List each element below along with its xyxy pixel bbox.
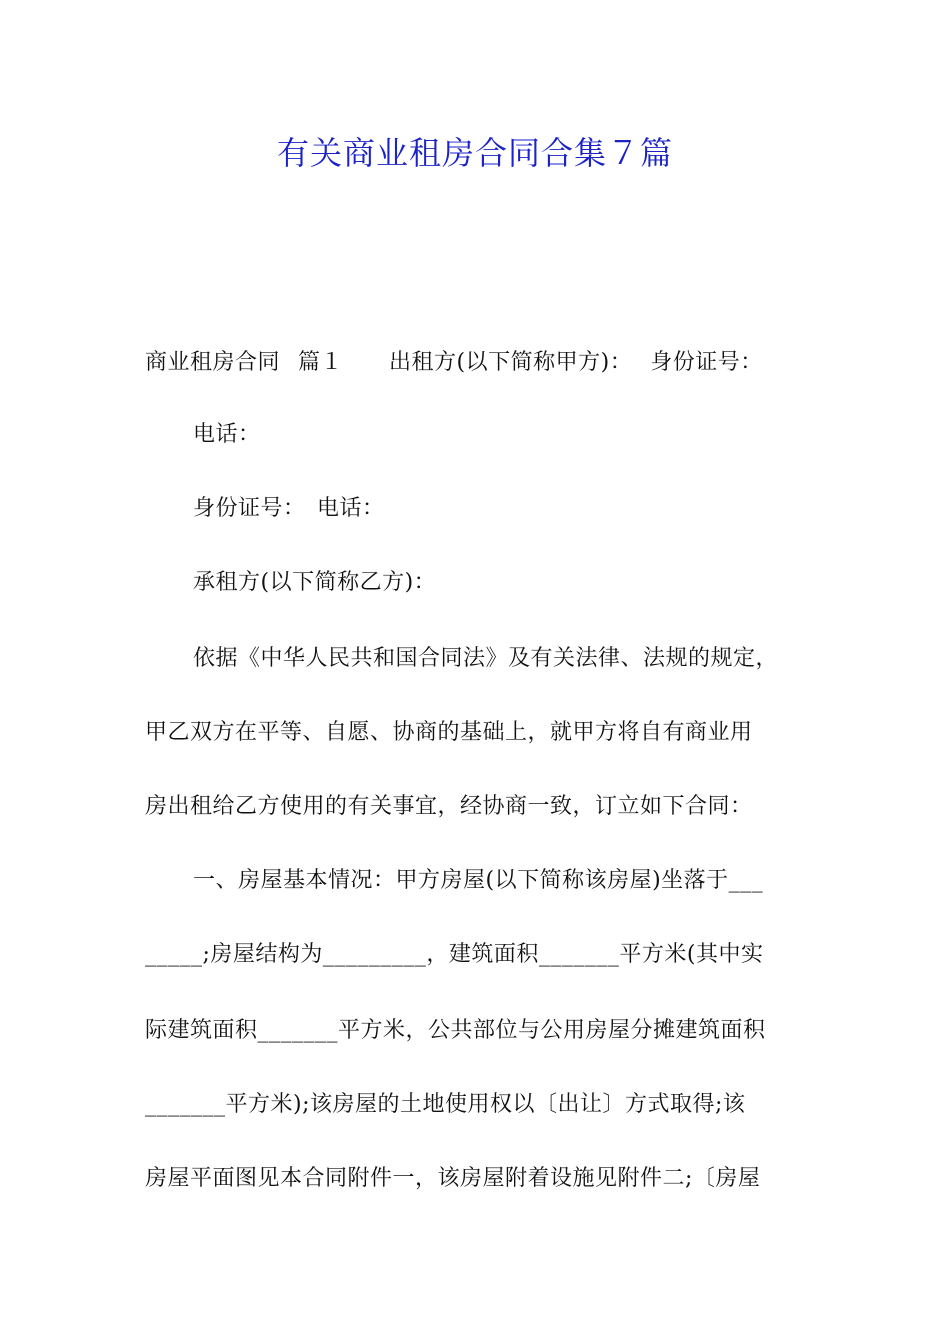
paragraph-line: 依据《中华人民共和国合同法》及有关法律、法规的规定， [193,646,779,671]
document-title: 有关商业租房合同合集７篇 [276,134,673,172]
paragraph-line: 际建筑面积_______平方米，公共部位与公用房屋分摊建筑面积 [145,1018,766,1043]
part-label: 篇１ [298,350,344,375]
lessor-label: 出租方(以下简称甲方)： [389,350,633,375]
paragraph-line: 房屋平面图见本合同附件一，该房屋附着设施见附件二;〔房屋 [145,1166,761,1191]
paragraph-line: 承租方(以下简称乙方)： [193,570,437,595]
id-number-label: 身份证号： [650,350,763,375]
paragraph-line: _______平方米);该房屋的土地使用权以〔出让〕方式取得;该 [145,1092,746,1117]
paragraph-line: 一、房屋基本情况：甲方房屋(以下简称该房屋)坐落于___ [193,868,764,893]
paragraph-line: 电话： [193,422,261,447]
paragraph-line: 甲乙双方在平等、自愿、协商的基础上，就甲方将自有商业用 [145,720,753,745]
paragraph-line: 身份证号： 电话： [193,496,385,521]
paragraph-line: 房出租给乙方使用的有关事宜，经协商一致，订立如下合同： [145,794,753,819]
paragraph-line: _____;房屋结构为_________，建筑面积_______平方米(其中实 [145,942,764,967]
section-label: 商业租房合同 [145,350,281,375]
header-line [145,348,825,378]
